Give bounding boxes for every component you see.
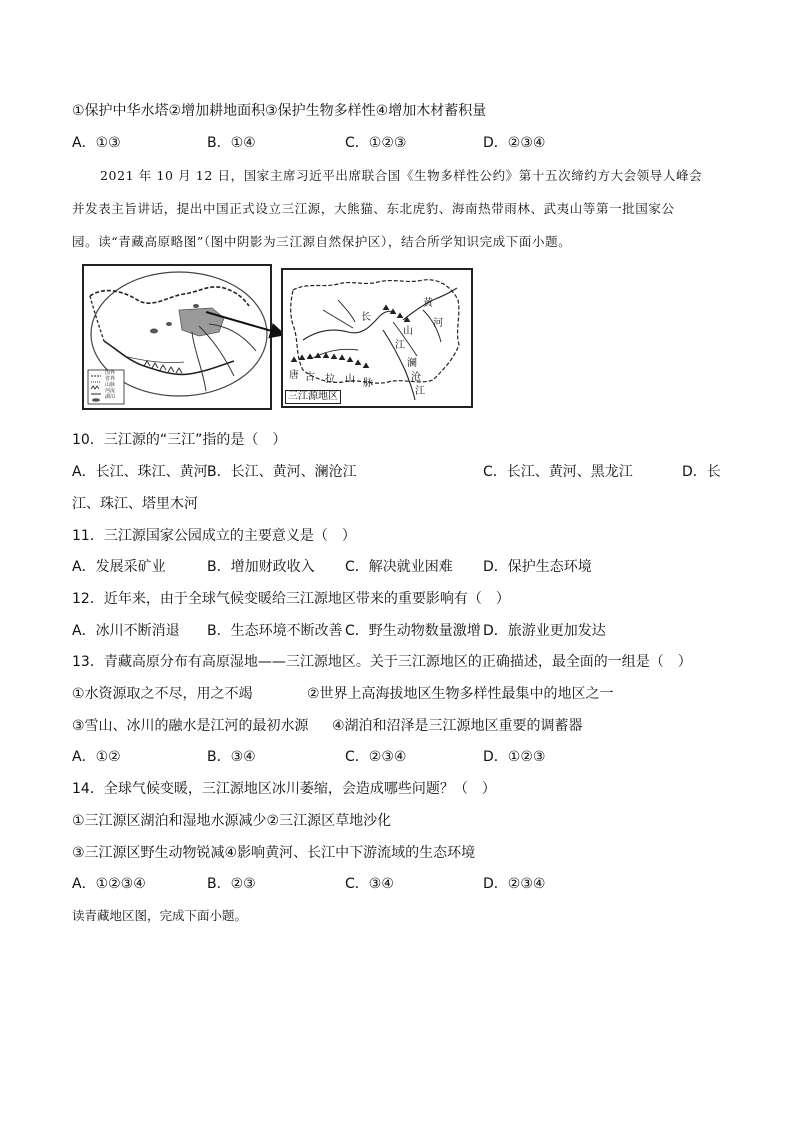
- q10-option-a: A．长江、珠江、黄河: [72, 464, 208, 480]
- label-jiang: 江: [395, 340, 405, 351]
- q12-question: 12．近年来，由于全球气候变暖给三江源地区带来的重要影响有（ ）: [72, 591, 510, 607]
- q12-option-d: D．旅游业更加发达: [483, 623, 606, 639]
- q10-option-b: B．长江、黄河、澜沧江: [207, 464, 357, 480]
- q12-option-c: C．野生动物数量激增: [345, 623, 481, 639]
- q14-question: 14．全球气候变暖，三江源地区冰川萎缩，会造成哪些问题？（ ）: [72, 781, 496, 797]
- label-lan: 澜: [407, 358, 417, 369]
- label-la: 拉: [325, 374, 335, 385]
- q14-option-b: B．②③: [207, 876, 256, 892]
- q13-statement-1: ①水资源取之不尽，用之不竭: [72, 686, 253, 702]
- q11-option-a: A．发展采矿业: [72, 559, 166, 575]
- inset-title-tag: 三江源地区: [285, 390, 341, 404]
- legend-item: 山脉: [105, 382, 116, 388]
- q13-option-b: B．③④: [207, 749, 256, 765]
- q14-option-c: C．③④: [345, 876, 394, 892]
- q11-question: 11．三江源国家公园成立的主要意义是（ ）: [72, 528, 356, 544]
- q9-option-a: A．①③: [72, 135, 121, 151]
- q10-option-c: C．长江、黄河、黑龙江: [483, 464, 633, 480]
- label-gu: 古: [305, 372, 315, 383]
- legend-item: 河流: [105, 388, 116, 394]
- q11-option-b: B．增加财政收入: [207, 559, 315, 575]
- q13-statement-2: ②世界上高海拔地区生物多样性最集中的地区之一: [307, 686, 614, 702]
- q10-option-d: D．长: [682, 464, 721, 480]
- q14-option-a: A．①②③④: [72, 876, 146, 892]
- intro-passage: [72, 159, 722, 258]
- q13-option-a: A．①②: [72, 749, 121, 765]
- label-he: 河: [433, 318, 443, 329]
- sanjiangyuan-inset-map: [281, 268, 473, 408]
- label-mai: 脉: [363, 378, 373, 389]
- label-huang: 黄: [423, 298, 433, 309]
- inset-text-labels: [283, 270, 471, 406]
- q14-option-d: D．②③④: [483, 876, 546, 892]
- q13-statement-4: ④湖泊和沼泽是三江源地区重要的调蓄器: [332, 718, 583, 734]
- q14-statements-1: ①三江源区湖泊和湿地水源减少②三江源区草地沙化: [72, 813, 392, 829]
- q10-option-d-continued: 江、珠江、塔里木河: [72, 496, 198, 512]
- intro-line-3: 园。读“青藏高原略图”（图中阴影为三江源自然保护区），结合所学知识完成下面小题。: [72, 234, 572, 249]
- q13-statement-3: ③雪山、冰川的融水是江河的最初水源: [72, 718, 309, 734]
- legend-item: 省界: [105, 376, 116, 382]
- q9-statements: ①保护中华水塔②增加耕地面积③保护生物多样性④增加木材蓄积量: [72, 103, 487, 119]
- q10-question: 10．三江源的“三江”指的是（ ）: [72, 432, 287, 448]
- q12-option-a: A．冰川不断消退: [72, 623, 180, 639]
- q13-option-c: C．②③④: [345, 749, 407, 765]
- intro-line-2: 并发表主旨讲话，提出中国正式设立三江源，大熊猫、东北虎豹、海南热带雨林、武夷山等第一批国家公: [72, 201, 675, 216]
- label-tang: 唐: [289, 370, 299, 381]
- label-shan: 山: [345, 374, 355, 385]
- legend-item: 国界: [105, 370, 116, 376]
- q9-option-d: D．②③④: [483, 135, 546, 151]
- next-section-instruction: 读青藏地区图，完成下面小题。: [72, 908, 248, 923]
- q11-option-c: C．解决就业困难: [345, 559, 453, 575]
- intro-line-1: 2021 年 10 月 12 日，国家主席习近平出席联合国《生物多样性公约》第十五次缔约方大会领导人峰会: [100, 168, 703, 183]
- q14-statements-2: ③三江源区野生动物锐减④影响黄河、长江中下游流域的生态环境: [72, 845, 476, 861]
- legend-labels: [105, 370, 115, 400]
- q9-option-b: B．①④: [207, 135, 256, 151]
- label-jiang2: 江: [415, 386, 425, 397]
- q13-question: 13．青藏高原分布有高原湿地——三江源地区。关于三江源地区的正确描述，最全面的一组是（ ）: [72, 654, 692, 670]
- q11-option-d: D．保护生态环境: [483, 559, 592, 575]
- q12-option-b: B．生态环境不断改善: [207, 623, 343, 639]
- label-chang: 长: [361, 312, 371, 323]
- q9-option-c: C．①②③: [345, 135, 407, 151]
- legend-item: 湖泊: [105, 394, 116, 400]
- label-shan2: 山: [403, 326, 413, 337]
- label-cang: 沧: [411, 372, 421, 383]
- q13-option-d: D．①②③: [483, 749, 546, 765]
